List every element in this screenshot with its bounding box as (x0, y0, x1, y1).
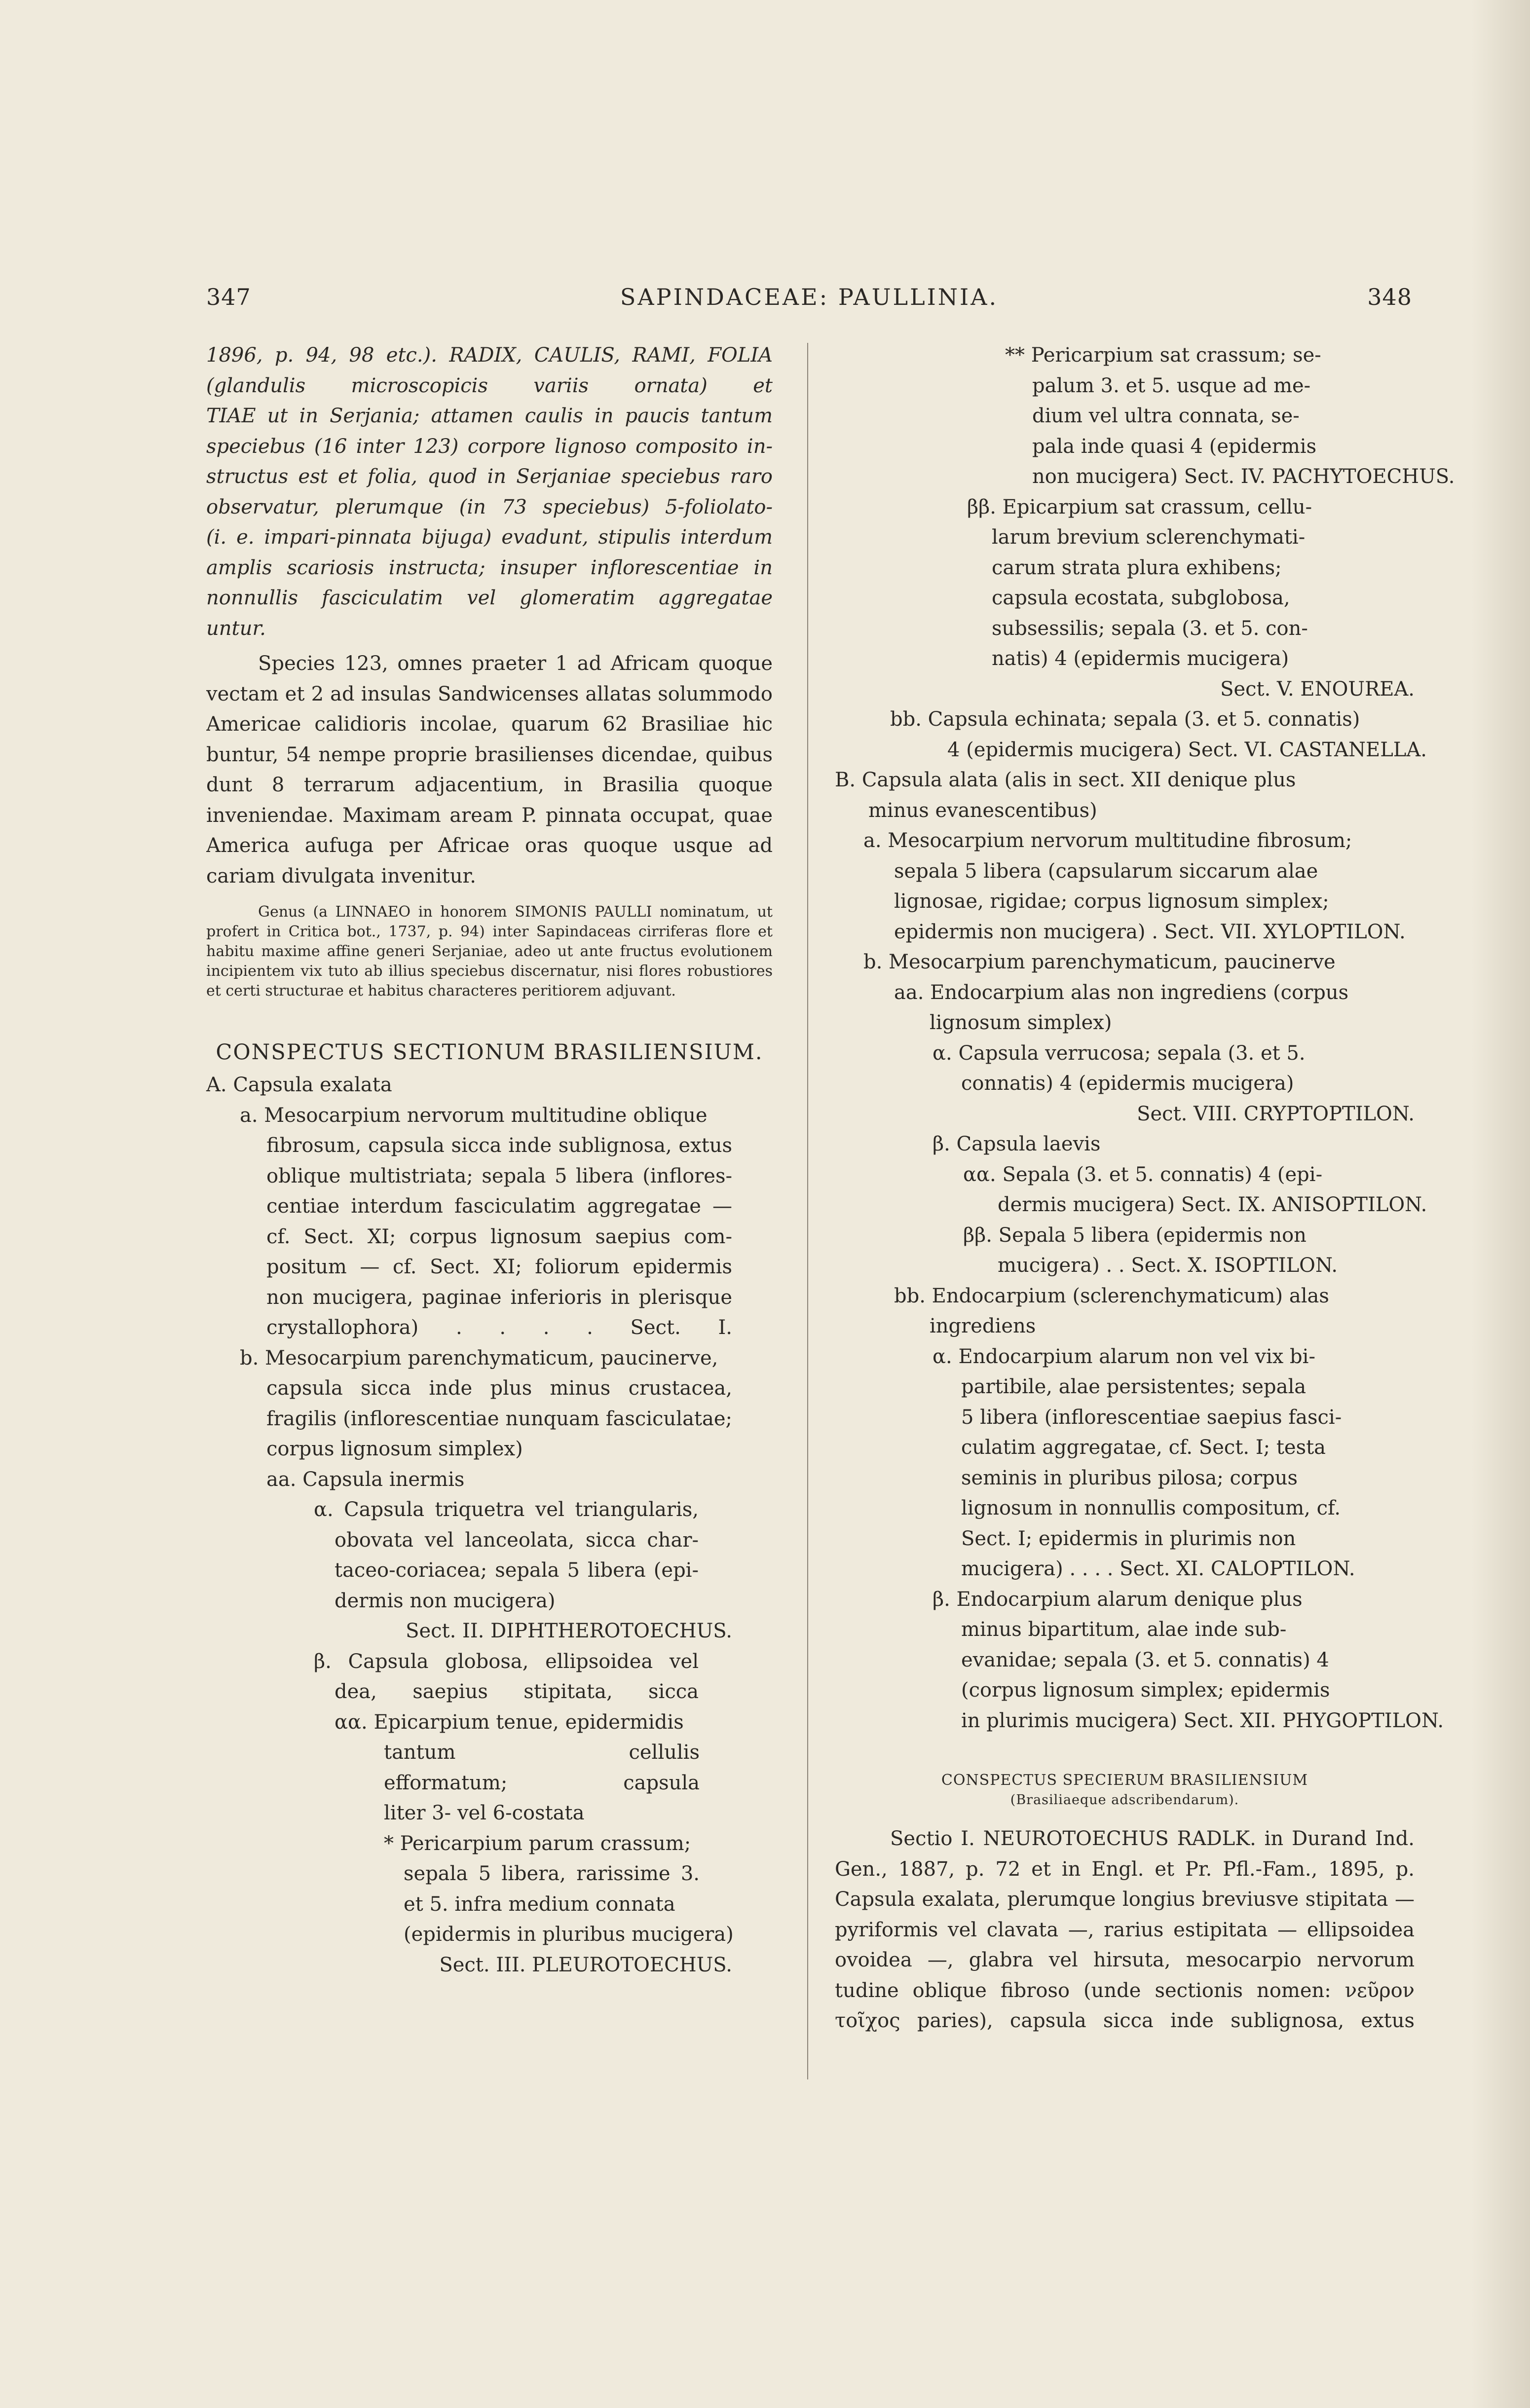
key-line: taceo-coriacea; sepala 5 libera (epi- (335, 1559, 699, 1582)
key-line: Sect. II. DIPHTHEROTOECHUS. (406, 1620, 732, 1642)
key-line: 5 libera (inflorescentiae saepius fasci- (961, 1406, 1342, 1429)
key-line: carum strata plura exhibens; (992, 556, 1282, 579)
key-line: B. Capsula alata (alis in sect. XII denique plus (835, 769, 1296, 791)
key-line: obovata vel lanceolata, sicca char- (335, 1528, 699, 1552)
key-line: minus bipartitum, alae inde sub- (961, 1618, 1287, 1641)
key-line: centiae interdum fasciculatim aggregatae — (266, 1195, 732, 1218)
key-line: β. Capsula globosa, ellipsoidea vel (314, 1650, 699, 1673)
key-line: evanidae; sepala (3. et 5. connatis) 4 (961, 1648, 1329, 1671)
text-line: (glandulis microscopicis variis ornata) et (206, 374, 773, 397)
text-line: structus est et folia, quod in Serjaniae speciebus raro (206, 465, 773, 488)
key-line: * Pericarpium parum crassum; (384, 1832, 691, 1855)
key-line: positum — cf. Sect. XI; foliorum epidermis (266, 1256, 732, 1278)
text-line: profert in Critica bot., 1737, p. 94) inter Sapindaceas cirriferas flore et (206, 923, 773, 940)
key-line: capsula ecostata, subglobosa, (992, 587, 1290, 609)
key-line: (epidermis in pluribus mucigera) (404, 1923, 734, 1946)
key-line: culatim aggregatae, cf. Sect. I; testa (961, 1436, 1326, 1459)
text-line: Sectio I. NEUROTOECHUS RADLK. in Durand Ind. (890, 1827, 1415, 1850)
text-line: Capsula exalata, plerumque longius breviusve stipitata — (835, 1888, 1415, 1911)
conspectus-heading: CONSPECTUS SECTIONUM BRASILIENSIUM. (216, 1040, 763, 1065)
key-line: α. Endocarpium alarum non vel vix bi- (933, 1345, 1315, 1368)
key-line: efformatum; capsula (384, 1771, 700, 1794)
key-line: Sect. III. PLEUROTOECHUS. (439, 1953, 732, 1976)
key-line: tantum cellulis (384, 1741, 700, 1764)
key-line: capsula sicca inde plus minus crustacea, (266, 1377, 732, 1400)
running-title: SAPINDACEAE: PAULLINIA. (620, 284, 999, 310)
key-line: dermis non mucigera) (335, 1589, 556, 1612)
key-line: ββ. Sepala 5 libera (epidermis non (963, 1223, 1306, 1247)
key-line: fragilis (inflorescentiae nunquam fasciculatae; (266, 1407, 732, 1430)
key-line: b. Mesocarpium parenchymaticum, paucinerve, (240, 1346, 718, 1370)
key-line: dea, saepius stipitata, sicca (335, 1680, 699, 1703)
text-line: inveniendae. Maximam aream P. pinnata occupat, quae (206, 804, 773, 827)
text-line: buntur, 54 nempe proprie brasilienses dicendae, quibus (206, 743, 773, 766)
key-line: lignosum in nonnullis compositum, cf. (961, 1497, 1341, 1519)
key-line: epidermis non mucigera) . Sect. VII. XYLOPTILON. (894, 920, 1406, 943)
column-divider (807, 343, 808, 2079)
text-line: vectam et 2 ad insulas Sandwicenses allatas solummodo (206, 682, 773, 705)
text-line: untur. (206, 617, 266, 640)
text-line: (i. e. impari-pinnata bijuga) evadunt, stipulis interdum (206, 526, 773, 549)
key-line: sepala 5 libera, rarissime 3. (404, 1862, 700, 1885)
species-conspectus-subheading: (Brasiliaeque adscribendarum). (1010, 1792, 1239, 1808)
key-line: Sect. V. ENOUREA. (1220, 677, 1415, 701)
key-line: bb. Capsula echinata; sepala (3. et 5. connatis) (890, 708, 1360, 731)
text-line: τοῖχος paries), capsula sicca inde sublignosa, extus (835, 2009, 1415, 2032)
key-line: natis) 4 (epidermis mucigera) (992, 647, 1289, 670)
genus-note (206, 902, 773, 1001)
key-line: mucigera) . . Sect. X. ISOPTILON. (998, 1254, 1338, 1277)
key-line: ingrediens (930, 1315, 1036, 1337)
text-line: TIAE ut in Serjania; attamen caulis in paucis tantum (206, 405, 773, 427)
key-line: α. Capsula verrucosa; sepala (3. et 5. (933, 1041, 1306, 1065)
intro-paragraph (206, 340, 773, 644)
key-line: in plurimis mucigera) Sect. XII. PHYGOPTILON. (961, 1709, 1444, 1732)
key-line: lignosae, rigidae; corpus lignosum simplex; (894, 890, 1329, 913)
text-line: Genus (a LINNAEO in honorem SIMONIS PAULLI nominatum, ut (258, 903, 773, 921)
key-line: αα. Epicarpium tenue, epidermidis (335, 1710, 684, 1734)
text-line: dunt 8 terrarum adjacentium, in Brasilia quoque (206, 774, 773, 796)
text-line: incipientem vix tuto ab illius speciebus discernatur, nisi flores robustiores (206, 963, 773, 980)
text-line: tudine oblique fibroso (unde sectionis nomen: νεῦρον (835, 1979, 1415, 2002)
key-line: bb. Endocarpium (sclerenchymaticum) alas (894, 1284, 1329, 1307)
key-line: lignosum simplex) (930, 1011, 1112, 1034)
left-page-number: 347 (206, 284, 251, 310)
key-line: seminis in pluribus pilosa; corpus (961, 1466, 1298, 1489)
page-edge-shadow (1471, 0, 1530, 2408)
text-line: nonnullis fasciculatim vel glomeratim aggregatae (206, 587, 773, 609)
section-key-left (206, 1070, 773, 1980)
key-line: 4 (epidermis mucigera) Sect. VI. CASTANELLA. (947, 738, 1427, 761)
key-line: β. Capsula laevis (933, 1133, 1101, 1155)
text-line: Species 123, omnes praeter 1 ad Africam quoque (258, 652, 773, 675)
sectio-one-paragraph (835, 1824, 1415, 2037)
key-line: cf. Sect. XI; corpus lignosum saepius com- (266, 1225, 732, 1248)
key-line: oblique multistriata; sepala 5 libera (inflores- (266, 1164, 732, 1187)
key-line: αα. Sepala (3. et 5. connatis) 4 (epi- (963, 1163, 1323, 1186)
key-line: palum 3. et 5. usque ad me- (1032, 374, 1311, 397)
key-line: Sect. I; epidermis in plurimis non (961, 1527, 1296, 1550)
key-line: dium vel ultra connata, se- (1032, 405, 1300, 427)
key-line: A. Capsula exalata (206, 1074, 392, 1096)
key-line: et 5. infra medium connata (404, 1892, 675, 1916)
key-line: aa. Capsula inermis (266, 1468, 465, 1491)
right-page-number: 348 (1367, 284, 1412, 310)
page-header (206, 284, 1412, 318)
key-line: ** Pericarpium sat crassum; se- (1005, 344, 1321, 367)
text-line: et certi structurae et habitus characteres peritiorem adjuvant. (206, 982, 676, 1000)
key-line: b. Mesocarpium parenchymaticum, paucinerve (863, 951, 1336, 973)
key-line: non mucigera) Sect. IV. PACHYTOECHUS. (1032, 465, 1455, 488)
text-line: America aufuga per Africae oras quoque usque ad (206, 834, 773, 857)
species-paragraph (206, 649, 773, 891)
key-line: larum brevium sclerenchymati- (992, 526, 1306, 549)
key-line: corpus lignosum simplex) (266, 1438, 523, 1460)
key-line: fibrosum, capsula sicca inde sublignosa, extus (266, 1134, 732, 1157)
text-line: cariam divulgata invenitur. (206, 864, 476, 888)
text-line: ovoidea —, glabra vel hirsuta, mesocarpio nervorum (835, 1949, 1415, 1971)
text-line: Americae calidioris incolae, quarum 62 Brasiliae hic (206, 713, 773, 736)
section-key-right (835, 340, 1455, 1736)
key-line: sepala 5 libera (capsularum siccarum alae (894, 859, 1318, 883)
key-line: a. Mesocarpium nervorum multitudine fibrosum; (863, 829, 1352, 852)
key-line: (corpus lignosum simplex; epidermis (961, 1679, 1330, 1702)
key-line: ββ. Epicarpium sat crassum, cellu- (967, 495, 1312, 519)
key-line: α. Capsula triquetra vel triangularis, (314, 1498, 699, 1521)
key-line: Sect. VIII. CRYPTOPTILON. (1137, 1102, 1415, 1125)
text-line: Gen., 1887, p. 72 et in Engl. et Pr. Pfl.-Fam., 1895, p. (835, 1857, 1415, 1881)
text-line: observatur, plerumque (in 73 speciebus) 5-foliolato- (206, 495, 773, 519)
left-column (206, 340, 773, 1980)
key-line: a. Mesocarpium nervorum multitudine oblique (240, 1104, 708, 1127)
key-line: minus evanescentibus) (868, 799, 1097, 822)
species-conspectus-heading: CONSPECTUS SPECIERUM BRASILIENSIUM (941, 1772, 1308, 1789)
key-line: connatis) 4 (epidermis mucigera) (961, 1072, 1294, 1095)
text-line: pyriformis vel clavata —, rarius estipitata — ellipsoidea (835, 1918, 1415, 1941)
text-line: amplis scariosis instructa; insuper inflorescentiae in (206, 556, 773, 579)
key-line: crystallophora) . . . . Sect. I. (266, 1316, 732, 1339)
text-line: speciebus (16 inter 123) corpore lignoso composito in- (206, 435, 773, 458)
key-line: non mucigera, paginae inferioris in plerisque (266, 1286, 732, 1309)
key-line: aa. Endocarpium alas non ingrediens (corpus (894, 981, 1349, 1004)
text-line: habitu maxime affine generi Serjaniae, adeo ut ante fructus evolutionem (206, 943, 773, 960)
key-line: β. Endocarpium alarum denique plus (933, 1588, 1303, 1611)
key-line: pala inde quasi 4 (epidermis (1032, 435, 1317, 458)
key-line: dermis mucigera) Sect. IX. ANISOPTILON. (998, 1193, 1427, 1216)
key-line: subsessilis; sepala (3. et 5. con- (992, 617, 1308, 640)
key-line: partibile, alae persistentes; sepala (961, 1375, 1306, 1398)
key-line: liter 3- vel 6-costata (384, 1802, 585, 1824)
key-line: mucigera) . . . . Sect. XI. CALOPTILON. (961, 1557, 1355, 1580)
text-line: 1896, p. 94, 98 etc.). RADIX, CAULIS, RAMI, FOLIA (206, 344, 773, 367)
right-column (835, 340, 1455, 2037)
